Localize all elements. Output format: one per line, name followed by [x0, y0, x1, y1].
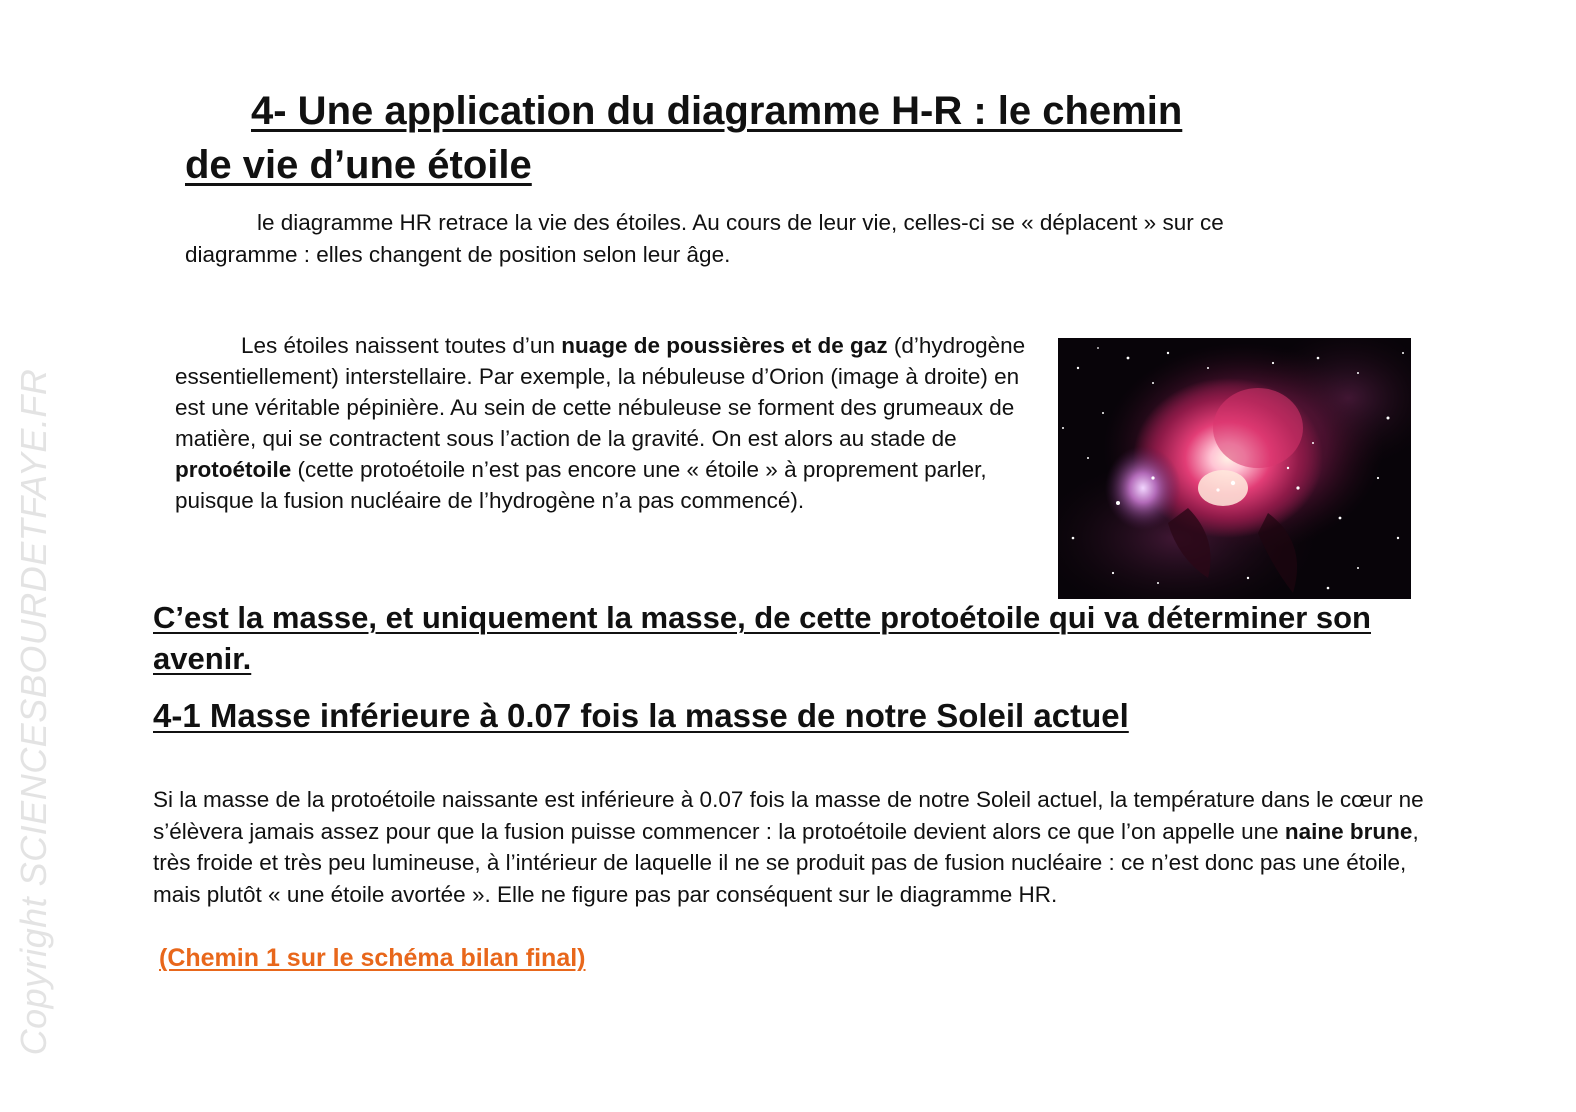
section-4-1-title [153, 695, 1443, 737]
nebula-text-part-1: Les étoiles naissent toutes d’un [241, 333, 562, 358]
main-title [185, 84, 1345, 192]
mass-statement [153, 597, 1443, 679]
orion-nebula-image [1058, 338, 1411, 599]
nebula-bold-cloud: nuage de poussières et de gaz [561, 333, 888, 358]
main-title-line-2: de vie d’une étoile [185, 143, 532, 187]
intro-text: le diagramme HR retrace la vie des étoiles. Au cours de leur vie, celles-ci se « déplacent » sur ce diagramme : elles changent de position selon leur âge. [185, 210, 1224, 267]
copyright-watermark: Copyright SCIENCESBOURDETFAYE.FR [13, 368, 54, 1056]
section-text-part-2: , très froide et très peu lumineuse, à l’intérieur de laquelle il ne se produit pas de fusion nucléaire : ce n’est donc pas une étoile, mais plutôt « une étoile avortée ». Elle ne figure pas par conséquent sur le diagramme HR. [153, 818, 1419, 907]
section-text-part-1: Si la masse de la protoétoile naissante est inférieure à 0.07 fois la masse de notre Soleil actuel, la température dans le cœur ne s’élèvera jamais assez pour que la fusion puisse commencer : la protoétoile devient alors ce que l’on appelle une [153, 787, 1424, 844]
section-4-1-title-text: 4-1 Masse inférieure à 0.07 fois la masse de notre Soleil actuel [153, 697, 1129, 734]
mass-statement-text: C’est la masse, et uniquement la masse, de cette protoétoile qui va déterminer son avenir. [153, 600, 1371, 676]
main-title-line-1: 4- Une application du diagramme H-R : le chemin [251, 89, 1183, 133]
section-bold-brown-dwarf: naine brune [1284, 818, 1413, 844]
nebula-paragraph [175, 330, 1035, 516]
nebula-text-part-2: (d’hydrogène essentiellement) interstellaire. Par exemple, la nébuleuse d’Orion (image à droite) en est une véritable pépinière. Au sein de cette nébuleuse se forment des grumeaux de matière, qui se contractent sous l’action de la gravité. On est alors au stade de [175, 333, 1026, 451]
intro-paragraph [185, 207, 1335, 271]
section-4-1-paragraph [153, 784, 1433, 910]
nebula-text-part-3: (cette protoétoile n’est pas encore une « étoile » à proprement parler, puisque la fusion nucléaire de l’hydrogène n’a pas commencé). [175, 457, 987, 513]
chemin-1-link[interactable]: (Chemin 1 sur le schéma bilan final) [159, 944, 586, 972]
nebula-bold-protostar: protoétoile [175, 457, 292, 482]
